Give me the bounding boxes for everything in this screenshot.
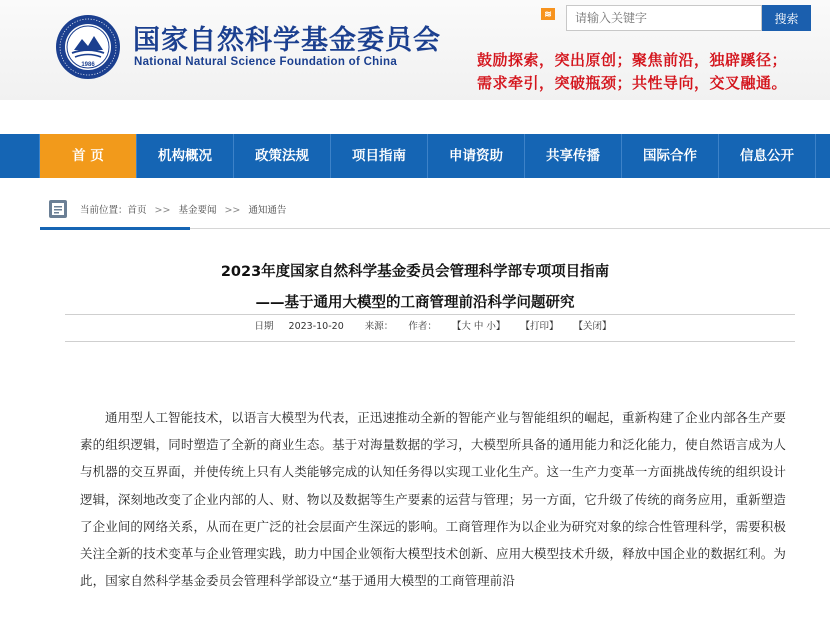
article-subtitle: ——基于通用大模型的工商管理前沿科学问题研究 bbox=[255, 295, 575, 311]
print-button[interactable]: 【打印】 bbox=[520, 321, 559, 332]
breadcrumb-separator: >> bbox=[224, 205, 241, 216]
nav-item-share[interactable]: 共享传播 bbox=[525, 134, 622, 178]
article-title: 2023年度国家自然科学基金委员会管理科学部专项项目指南 bbox=[220, 264, 610, 280]
slogan-line-2: 需求牵引，突破瓶颈；共性导向，交叉融通。 bbox=[477, 74, 788, 92]
breadcrumb-notices[interactable]: 通知通告 bbox=[248, 205, 287, 216]
site-header bbox=[0, 0, 830, 100]
meta-author-label: 作者： bbox=[408, 321, 437, 332]
nav-left-edge bbox=[0, 134, 40, 178]
emblem-year: 1986 bbox=[81, 62, 95, 68]
nav-item-guide[interactable]: 项目指南 bbox=[331, 134, 428, 178]
nav-item-policies[interactable]: 政策法规 bbox=[234, 134, 331, 178]
document-icon bbox=[48, 199, 68, 219]
font-size-toggle[interactable]: 【大 中 小】 bbox=[451, 321, 506, 332]
main-nav bbox=[0, 134, 830, 178]
slogan-line-1: 鼓励探索，突出原创；聚焦前沿，独辟蹊径； bbox=[477, 51, 788, 69]
breadcrumb-separator: >> bbox=[154, 205, 171, 216]
breadcrumb-accent-line bbox=[40, 227, 190, 230]
meta-date bbox=[248, 321, 349, 332]
nav-item-about[interactable]: 机构概况 bbox=[137, 134, 234, 178]
breadcrumb bbox=[80, 202, 286, 216]
breadcrumb-prefix: 当前位置： bbox=[80, 205, 128, 216]
nav-item-home[interactable]: 首 页 bbox=[40, 134, 137, 178]
meta-date-value: 2023-10-20 bbox=[288, 321, 344, 332]
site-title-cn[interactable]: 国家自然科学基金委员会 bbox=[133, 25, 441, 56]
search-button[interactable]: 搜索 bbox=[762, 5, 811, 31]
breadcrumb-bar bbox=[40, 192, 830, 229]
rss-icon[interactable]: ≋ bbox=[541, 8, 555, 20]
meta-source-label: 来源： bbox=[364, 321, 394, 332]
article-meta-bar bbox=[65, 314, 795, 342]
nav-item-international[interactable]: 国际合作 bbox=[622, 134, 719, 178]
meta-date-label: 日期 bbox=[254, 321, 274, 332]
close-button[interactable]: 【关闭】 bbox=[573, 321, 612, 332]
nav-item-disclosure[interactable]: 信息公开 bbox=[719, 134, 816, 178]
breadcrumb-news[interactable]: 基金要闻 bbox=[178, 205, 217, 216]
article-body-paragraph: 通用型人工智能技术，以语言大模型为代表，正迅速推动全新的智能产业与智能组织的崛起，重新构建了企业内部各生产要素的组织逻辑，同时塑造了全新的商业生态。基于对海量数据的学习，大模型所具备的通用能力和泛化能力，使自然语言成为人与机器的交互界面，并使传统上只有人类能够完成的认知任务得以实现工业化生产。这一生产力变革一方面挑战传统的组织设计逻辑，深刻地改变了企业内部的人、财、物以及数据等生产要素的运营与管理；另一方面，它升级了传统的商务应用，重新塑造了企业间的网络关系，从而在更广泛的社会层面产生深远的影响。工商管理作为以企业为研究对象的综合性管理科学，需要积极关注全新的技术变革与企业管理实践，助力中国企业领衔大模型技术创新、应用大模型技术升级，释放中国企业的数据红利。为此，国家自然科学基金委员会管理科学部设立“基于通用大模型的工商管理前沿 bbox=[80, 410, 786, 589]
site-title-en[interactable]: National Natural Science Foundation of China bbox=[134, 56, 398, 68]
nsfc-emblem-logo[interactable] bbox=[55, 14, 121, 80]
breadcrumb-home[interactable]: 首页 bbox=[127, 205, 147, 216]
nav-item-apply[interactable]: 申请资助 bbox=[428, 134, 525, 178]
search-input[interactable] bbox=[566, 5, 762, 31]
